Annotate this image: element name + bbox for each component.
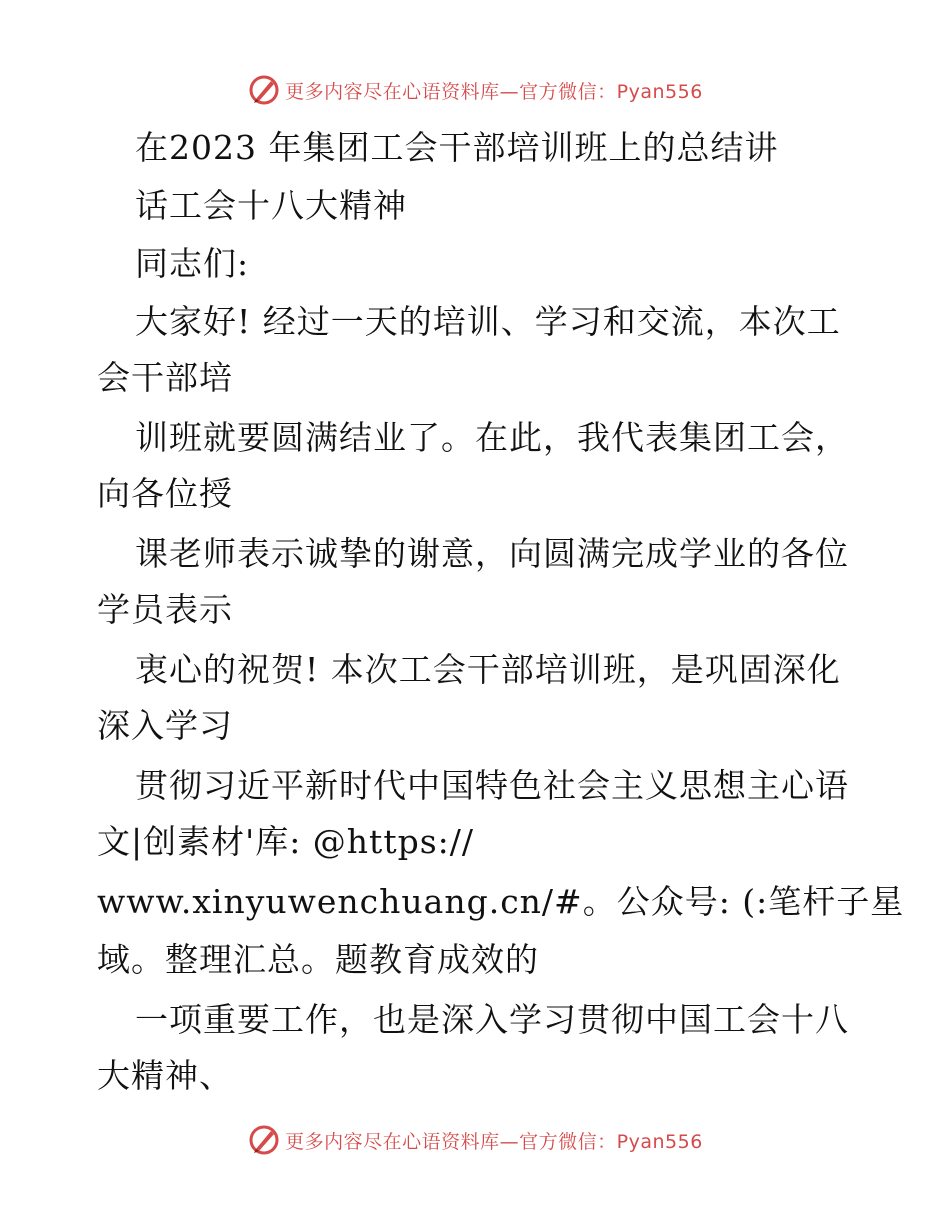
header-watermark-banner (0, 70, 950, 110)
footer-watermark-banner (0, 1120, 950, 1160)
body-line: 学员表示 (97, 590, 233, 629)
body-line: 大家好! 经过一天的培训、学习和交流，本次工 (135, 302, 841, 341)
title-line-2: 话工会十八大精神 (135, 186, 407, 225)
body-line-with-url: www.xinyuwenchuang.cn/#。公众号: (:笔杆子星 (97, 882, 905, 921)
body-line-with-link: 文|创素材'库: @https:// (97, 822, 474, 861)
body-line: 贯彻习近平新时代中国特色社会主义思想主心语 (135, 766, 849, 805)
quill-pen-logo-icon (247, 1123, 281, 1157)
body-line: 大精神、 (97, 1056, 233, 1095)
body-line: 会干部培 (97, 358, 233, 397)
body-line: 课老师表示诚挚的谢意，向圆满完成学业的各位 (135, 534, 849, 573)
salutation: 同志们: (135, 244, 250, 283)
body-line: 训班就要圆满结业了。在此，我代表集团工会， (135, 418, 849, 457)
body-line: 深入学习 (97, 706, 233, 745)
header-watermark-text: 更多内容尽在心语资料库—官方微信：Pyan556 (285, 80, 703, 103)
body-line: 向各位授 (97, 474, 233, 513)
title-line-1: 在2023 年集团工会干部培训班上的总结讲 (135, 128, 779, 167)
body-line: 域。整理汇总。题教育成效的 (97, 940, 539, 979)
footer-watermark-text: 更多内容尽在心语资料库—官方微信：Pyan556 (285, 1130, 703, 1153)
quill-pen-logo-icon (247, 73, 281, 107)
body-line: 一项重要工作，也是深入学习贯彻中国工会十八 (135, 1000, 849, 1039)
body-line: 衷心的祝贺! 本次工会干部培训班，是巩固深化 (135, 650, 841, 689)
